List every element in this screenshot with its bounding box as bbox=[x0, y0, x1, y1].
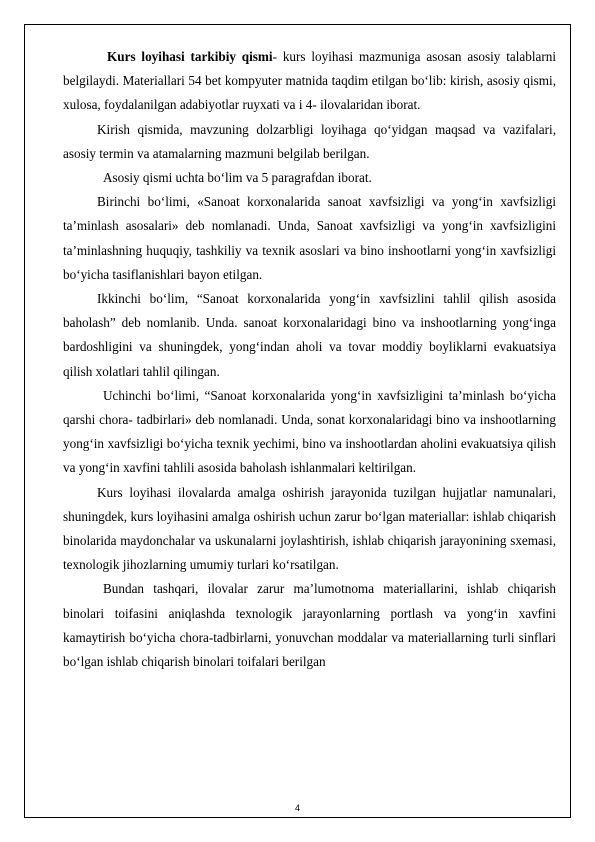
paragraph-asosiy: Asosiy qismi uchta bo‘lim va 5 paragrafdan iborat. bbox=[103, 170, 372, 186]
document-body bbox=[63, 45, 556, 674]
paragraph-ilovalar: Kurs loyihasi ilovalarda amalga oshirish jarayonida tuzilgan hujjatlar namunalari, shuningdek, kurs loyihasini amalga oshirish uchun zarur bo‘lgan materiallar: ishlab chiqarish binolarida maydonchalar va uskunalarni joylashtirish, ishlab chiqarish jarayonining sxemasi, texnologik jihozlarning umumiy turlari ko‘rsatilgan. bbox=[63, 484, 556, 573]
paragraph-lead-bold: Kurs loyihasi tarkibiy qismi bbox=[107, 49, 273, 64]
paragraph-bundan: Bundan tashqari, ilovalar zarur ma’lumotnoma materiallarini, ishlab chiqarish binolari toifasini aniqlashda texnologik jarayonlarning portlash va yong‘in xavfini kamaytirish bo‘yicha chora-tadbirlarni, yonuvchan moddalar va materiallarning turli sinflari bo‘lgan ishlab chiqarish binolari toifalari berilgan bbox=[63, 581, 556, 670]
paragraph-ikkinchi: Ikkinchi bo‘lim, “Sanoat korxonalarida yong‘in xavfsizlini tahlil qilish asosida baholash” deb nomlanib. Unda. sanoat korxonalaridagi bino va inshootlarning yong‘inga bardoshligini va shuningdek, yong‘indan aholi va tovar moddiy boyliklarni evakuatsiya qilish xolatlari tahlil qilingan. bbox=[63, 291, 556, 379]
paragraph-text: - kurs loyihasi mazmuniga asosan asosiy talablarni belgilaydi. Materiallari 54 bet kompyuter matnida taqdim etilgan bo‘lib: kirish, asosiy qismi, xulosa, foydalanilgan adabiyotlar ruyxati va i 4- ilovalaridan iborat. bbox=[63, 49, 556, 113]
paragraph-intro bbox=[63, 45, 556, 118]
page-number: 4 bbox=[294, 803, 300, 813]
paragraph-kirish: Kirish qismida, mavzuning dolzarbligi loyihaga qo‘yidgan maqsad va vazifalari, asosiy termin va atamalarning mazmuni belgilab berilgan. bbox=[63, 121, 556, 161]
paragraph-birinchi: Birinchi bo‘limi, «Sanoat korxonalarida sanoat xavfsizligi va yong‘in xavfsizligi ta’minlash asosalari» deb nomlanadi. Unda, Sanoat xavfsizligi va yong‘in xavfsizligini ta’minlashning huquqiy, tashkiliy va texnik asoslari va bino inshootlarni yong‘in xavfsizligi bo‘yicha tasiflanishlari bayon etilgan. bbox=[63, 194, 556, 282]
paragraph-uchinchi: Uchinchi bo‘limi, “Sanoat korxonalarida yong‘in xavfsizligini ta’minlash bo‘yicha qarshi chora- tadbirlari» deb nomlanadi. Unda, sonat korxonalaridagi bino va inshootlarning yong‘in xavfsizligi bo‘yicha texnik yechimi, bino va inshootlardan aholini evakuatsiya qilish va yong‘in xavfini tahlili asosida baholash ishlanmalari keltirilgan. bbox=[63, 387, 556, 476]
